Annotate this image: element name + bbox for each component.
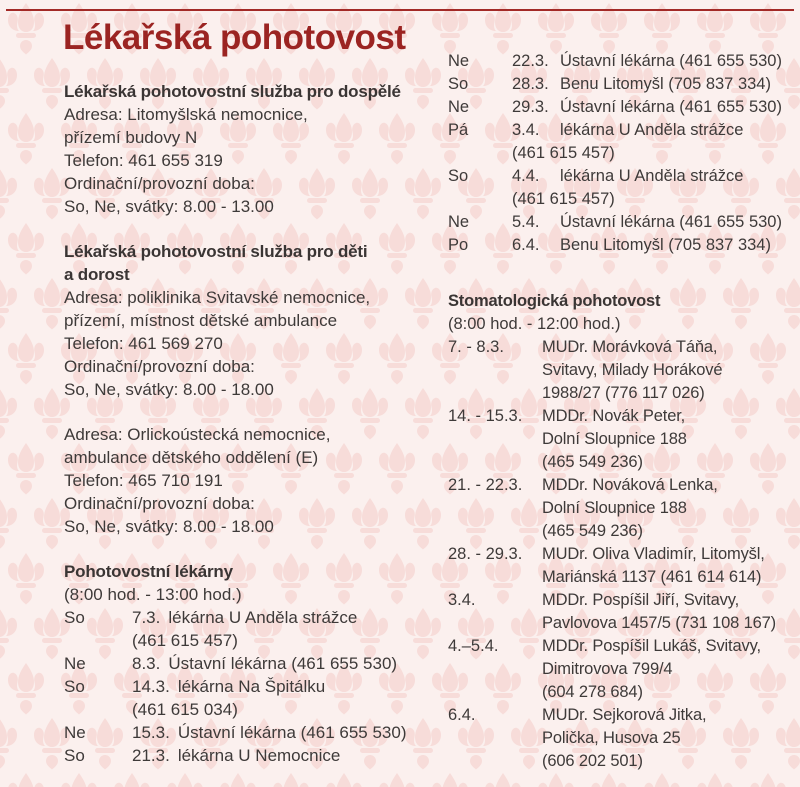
pharmacy-entry-body [512,211,792,234]
dentist-line: Svitavy, Milady Horákové [542,361,723,379]
dentist-line: (465 549 236) [542,453,643,471]
pharmacy-name: Ústavní lékárna (461 655 530) [560,98,782,116]
date-label: 14.3. [132,677,170,696]
address-line: Adresa: Litomyšlská nemocnice, [64,105,308,124]
dentist-entry [448,405,792,474]
right-column [448,50,792,787]
dentist-entry-body [542,589,792,635]
pharmacy-phone: (461 615 457) [132,631,238,650]
adult-service-section [64,80,440,218]
dentist-entry [448,474,792,543]
hours-label: Ordinační/provozní doba: [64,494,255,513]
section-heading: a dorost [64,265,130,284]
pharmacy-line [512,96,792,119]
date-label: 3.4. [512,121,540,139]
dentist-entry [448,336,792,405]
pharmacy-name: Ústavní lékárna (461 655 530) [168,654,398,673]
pharmacy-entry-body [512,96,792,119]
pharmacy-entry-body [132,652,440,675]
dentist-line: Dimitrovova 799/4 [542,660,673,678]
pharmacy-entry-body [512,165,792,211]
pharmacy-name: lékárna U Anděla strážce [168,608,358,627]
dentist-line: MUDr. Morávková Táňa, [542,338,718,356]
date-label: 6.4. [512,236,540,254]
pharmacy-line [132,606,440,629]
pharmacy-phone: (461 615 034) [132,700,238,719]
pharmacy-entry-body [132,606,440,652]
dentist-line: MDDr. Pospíšil Jiří, Svitavy, [542,591,740,609]
section-heading: Pohotovostní lékárny [64,562,233,581]
pharmacies-section [64,560,440,767]
date-range-label: 4.–5.4. [448,637,499,655]
pharmacy-entry [64,652,440,675]
pharmacy-phone: (461 615 457) [512,190,615,208]
pharmacy-name: Ústavní lékárna (461 655 530) [560,213,782,231]
hours-label: Ordinační/provozní doba: [64,174,255,193]
phone-line: Telefon: 461 569 270 [64,334,223,353]
dentist-line: (465 549 236) [542,522,643,540]
dentist-entry [448,589,792,635]
address-line: přízemí budovy N [64,128,198,147]
pharmacy-entry [64,744,440,767]
pharmacy-line [512,119,792,142]
dentist-line: MDDr. Pospíšil Lukáš, Svitavy, [542,637,761,655]
hours-label: Ordinační/provozní doba: [64,357,255,376]
dentist-entry [448,543,792,589]
dentist-entry-body [542,704,792,773]
dentist-line: (606 202 501) [542,752,643,770]
dentist-line: (604 278 684) [542,683,643,701]
pharmacy-entry-body [132,675,440,721]
address-line: Adresa: poliklinika Svitavské nemocnice, [64,288,371,307]
pharmacy-line [512,73,792,96]
hours-line: So, Ne, svátky: 8.00 - 13.00 [64,197,274,216]
pharmacy-line [512,234,792,257]
date-label: 4.4. [512,167,540,185]
date-label: 28.3. [512,75,549,93]
pharmacy-name: lékárna Na Špitálku [177,677,326,696]
pharmacy-name: lékárna U Anděla strážce [560,121,744,139]
pharmacy-name: Benu Litomyšl (705 837 334) [560,75,771,93]
pharmacy-entry-body [132,744,440,767]
pharmacy-entry [448,119,792,165]
pharmacy-entry-body [512,50,792,73]
address-line: Adresa: Orlickoústecká nemocnice, [64,425,331,444]
left-column [64,80,440,787]
pharmacy-line [132,744,440,767]
dentist-line: Dolní Sloupnice 188 [542,499,687,517]
day-label: So [448,75,469,93]
pharmacy-line [132,675,440,698]
pharmacy-name: Ústavní lékárna (461 655 530) [560,52,782,70]
date-label: 8.3. [132,654,161,673]
pharmacy-line [512,165,792,188]
dentist-entry-body [542,543,792,589]
day-label: Ne [64,723,86,742]
children-service-2-section [64,423,440,538]
date-range-label: 3.4. [448,591,476,609]
pharmacy-entry-body [512,73,792,96]
dentist-line: Pavlovova 1457/5 (731 108 167) [542,614,777,632]
pharmacy-name: Benu Litomyšl (705 837 334) [560,236,771,254]
day-label: Po [448,236,469,254]
pharmacy-entry [448,96,792,119]
date-range-label: 21. - 22.3. [448,476,523,494]
hours-line: So, Ne, svátky: 8.00 - 18.00 [64,380,274,399]
pharmacy-line [132,652,440,675]
top-divider-line [6,9,794,11]
dentist-line: MUDr. Oliva Vladimír, Litomyšl, [542,545,765,563]
pharmacy-phone: (461 615 457) [512,144,615,162]
day-label: So [64,746,85,765]
dentist-entry-body [542,474,792,543]
pharmacy-line [512,211,792,234]
date-label: 5.4. [512,213,540,231]
day-label: So [64,677,85,696]
dentist-entry [448,635,792,704]
day-label: So [448,167,469,185]
day-label: Ne [64,654,86,673]
date-label: 22.3. [512,52,549,70]
pharmacy-entry [64,606,440,652]
dentist-entry-body [542,635,792,704]
date-label: 29.3. [512,98,549,116]
children-service-section [64,240,440,401]
dentist-line: 1988/27 (776 117 026) [542,384,705,402]
hours-line: So, Ne, svátky: 8.00 - 18.00 [64,517,274,536]
pharmacy-name: Ústavní lékárna (461 655 530) [177,723,407,742]
date-label: 7.3. [132,608,161,627]
dental-section [448,290,792,773]
hours-line: (8:00 hod. - 13:00 hod.) [64,585,242,604]
pharmacy-entry [448,73,792,96]
pharmacy-entry-body [512,119,792,165]
dentist-entry [448,704,792,773]
pharmacy-entry-body [512,234,792,257]
day-label: So [64,608,85,627]
phone-line: Telefon: 461 655 319 [64,151,223,170]
pharmacies-continued-section [448,50,792,257]
pharmacy-name: lékárna U Nemocnice [177,746,341,765]
section-heading: Lékařská pohotovostní služba pro dospělé [64,82,401,101]
day-label: Pá [448,121,469,139]
section-heading: Stomatologická pohotovost [448,292,661,310]
pharmacy-line [132,721,440,744]
section-heading: Lékařská pohotovostní služba pro děti [64,242,368,261]
pharmacy-entry [448,50,792,73]
pharmacy-line [512,50,792,73]
pharmacy-entry [448,165,792,211]
phone-line: Telefon: 465 710 191 [64,471,223,490]
pharmacy-entry-body [132,721,440,744]
hours-line: (8:00 hod. - 12:00 hod.) [448,315,621,333]
dentist-entry-body [542,405,792,474]
dentist-line: Polička, Husova 25 [542,729,681,747]
date-range-label: 28. - 29.3. [448,545,523,563]
date-label: 21.3. [132,746,170,765]
day-label: Ne [448,213,470,231]
pharmacy-entry [448,234,792,257]
date-range-label: 14. - 15.3. [448,407,523,425]
address-line: přízemí, místnost dětské ambulance [64,311,338,330]
pharmacy-name: lékárna U Anděla strážce [560,167,744,185]
pharmacy-entry [64,675,440,721]
dentist-line: MUDr. Sejkorová Jitka, [542,706,707,724]
dentist-line: Mariánská 1137 (461 614 614) [542,568,762,586]
dentist-line: Dolní Sloupnice 188 [542,430,687,448]
day-label: Ne [448,98,470,116]
date-label: 15.3. [132,723,170,742]
dentist-line: MDDr. Novák Peter, [542,407,686,425]
pharmacy-entry [448,211,792,234]
address-line: ambulance dětského oddělení (E) [64,448,319,467]
date-range-label: 6.4. [448,706,476,724]
dentist-line: MDDr. Nováková Lenka, [542,476,718,494]
date-range-label: 7. - 8.3. [448,338,504,356]
page-title: Lékařská pohotovost [63,18,406,57]
day-label: Ne [448,52,470,70]
pharmacy-entry [64,721,440,744]
dentist-entry-body [542,336,792,405]
